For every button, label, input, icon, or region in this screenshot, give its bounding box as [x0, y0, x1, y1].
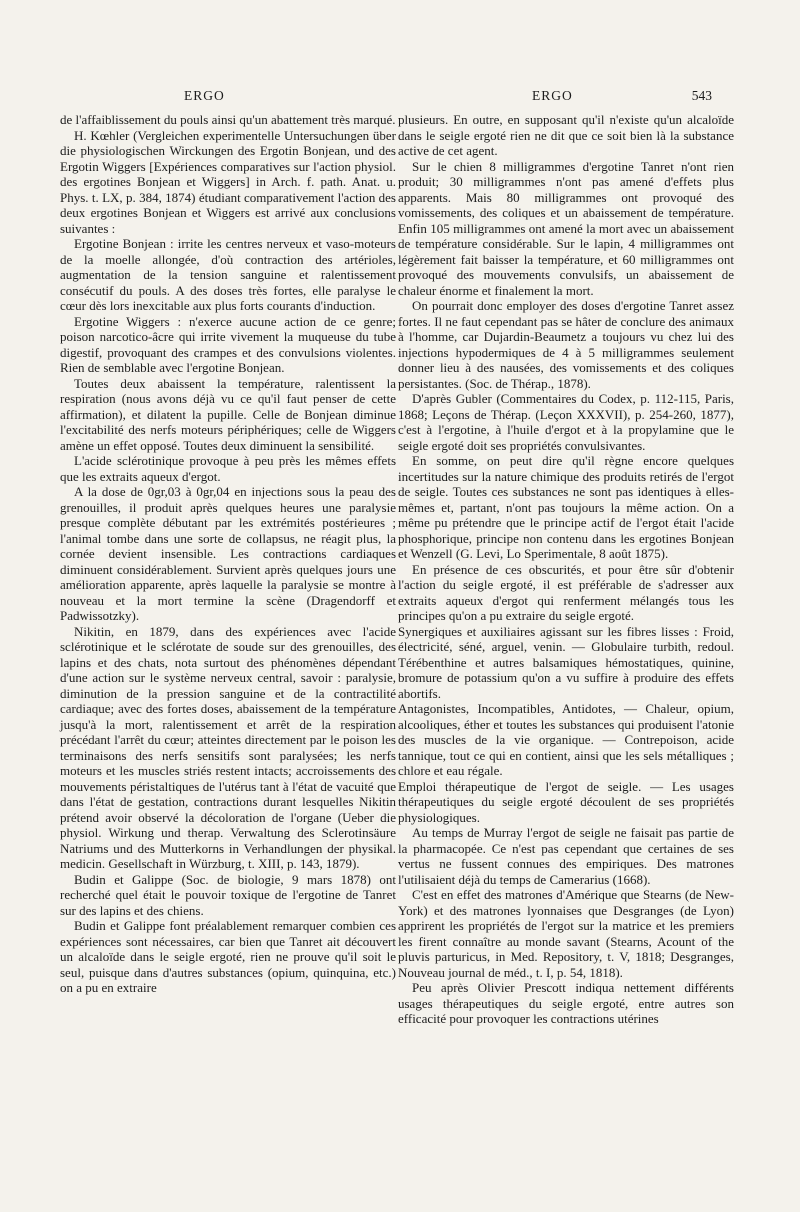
paragraph: Toutes deux abaissent la température, ralentissent la respiration (nous avons déjà vu ce qu'il faut penser de cette affirmation), et dilatent la pupille. Celle de Bonjean diminue l'excitabilité des nerfs moteurs périphériques; celle de Wiggers amène un effet opposé. Toutes deux diminuent la sensibilité. — [60, 375, 396, 453]
section-antagonistes: Antagonistes, Incompatibles, Antidotes, — Chaleur, opium, alcooliques, éther et toutes les substances qui produisent l'atonie des muscles de la vie organique. — Contrepoison, acide tannique, tout ce qui en contient, ainsi que les sels métalliques ; chlore et eau régale. — [398, 701, 734, 778]
paragraph: plusieurs. En outre, en supposant qu'il n'existe qu'un alcaloïde dans le seigle ergoté rien ne dit que ce soit bien là la substance active de cet agent. — [398, 112, 734, 158]
section-synergiques: Synergiques et auxiliaires agissant sur les fibres lisses : Froid, électricité, séné, arguel, venin. — Globulaire turbith, redoul. Térébenthine et autres balsamiques hémostatiques, quinine, bromure de potassium qu'on a vu suffire à produire des effets abortifs. — [398, 623, 734, 701]
running-header-left: ERGO — [184, 88, 225, 103]
paragraph: A la dose de 0gr,03 à 0gr,04 en injections sous la peau des grenouilles, il produit après quelques heures une paralysie presque complète débutant par les extrémités postérieures ; l'animal tombe dans une sorte de collapsus, ne réagit plus, la cornée devient insensible. Les contractions cardiaques diminuent considérablement. Survient après quelques jours une amélioration apparente, après laquelle la paralysie se montre à nouveau et la mort termine la scène (Dragendorff et Padwissotzky). — [60, 484, 396, 623]
paragraph: de l'affaiblissement du pouls ainsi qu'un abattement très marqué. — [60, 112, 396, 127]
paragraph: H. Kœhler (Vergleichen experimentelle Untersuchungen über die physiologischen Wirckungen des Ergotin Bonjean, und des Ergotin Wiggers [Expériences comparatives sur l'action physiol. des ergotines Bonjean et Wiggers] in Arch. f. path. Anat. u. Phys. t. LX, p. 384, 1874) étudiant comparativement l'action des deux ergotines Bonjean et Wiggers est arrivé aux conclusions suivantes : — [60, 127, 396, 236]
right-column — [398, 112, 734, 1027]
paragraph: C'est en effet des matrones d'Amérique que Stearns (de New-York) et des matrones lyonnaises que Desgranges (de Lyon) apprirent les propriétés de l'ergot sur la matrice et les premiers les firent connaître au monde savant (Stearns, Acount of the pluvis parturicus, in Med. Repository, t. V, 1818; Desgranges, Nouveau journal de méd., t. I, p. 54, 1818). — [398, 887, 734, 980]
paragraph: D'après Gubler (Commentaires du Codex, p. 112-115, Paris, 1868; Leçons de Thérap. (Leçon XXXVII), p. 254-260, 1877), c'est à l'ergotine, à l'huile d'ergot et à la propylamine que le seigle ergoté doit ses propriétés convulsivantes. — [398, 391, 734, 453]
section-emploi-therapeutique: Emploi thérapeutique de l'ergot de seigle. — Les usages thérapeutiques du seigle ergoté découlent de ses propriétés physiologiques. — [398, 778, 734, 825]
paragraph: Au temps de Murray l'ergot de seigle ne faisait pas partie de la pharmacopée. Ce n'est pas cependant que certaines de ses vertus ne fussent connues des empiriques. Des matrones l'utilisaient déjà du temps de Camerarius (1668). — [398, 825, 734, 887]
page-number: 543 — [691, 88, 712, 103]
paragraph: En présence de ces obscurités, et pour être sûr d'obtenir l'action du seigle ergoté, il est préférable de s'adresser aux extraits aqueux d'ergot qui renferment mélangés tous les principes qu'on a pu extraire du seigle ergoté. — [398, 561, 734, 623]
paragraph: Sur le chien 8 milligrammes d'ergotine Tanret n'ont rien produit; 30 milligrammes n'ont pas amené d'effets plus apparents. Mais 80 milligrammes ont provoqué des vomissements, des coliques et un abaissement de température. Enfin 105 milligrammes ont amené la mort avec un abaissement de température considérable. Sur le lapin, 4 milligrammes ont légèrement fait baisser la température, et 60 milligrammes ont provoqué des mouvements convulsifs, un abaissement de chaleur énorme et finalement la mort. — [398, 158, 734, 298]
paragraph: Peu après Olivier Prescott indiqua nettement différents usages thérapeutiques du seigle ergoté, entre autres son efficacité pour provoquer les contractions utérines — [398, 980, 734, 1026]
paragraph: On pourrait donc employer des doses d'ergotine Tanret assez fortes. Il ne faut cependant pas se hâter de conclure des animaux à l'homme, car Dujardin-Beaumetz a toujours vu chez lui des injections hypodermiques de 4 à 5 milligrammes seulement donner lieu à des nausées, des vomissements et des coliques persistantes. (Soc. de Thérap., 1878). — [398, 298, 734, 391]
paragraph: En somme, on peut dire qu'il règne encore quelques incertitudes sur la nature chimique des produits retirés de l'ergot de seigle. Toutes ces substances ne sont pas identiques à elles-mêmes et, partant, n'ont pas toujours la même action. On a même pu prétendre que le principe actif de l'ergot était l'acide phosphorique, principe non contenu dans les ergotines Bonjean et Wenzell (G. Levi, Lo Sperimentale, 8 août 1875). — [398, 453, 734, 561]
left-column — [60, 112, 396, 996]
paragraph: Nikitin, en 1879, dans des expériences avec l'acide sclérotinique et le sclérotate de soude sur des grenouilles, des lapins et des chats, nota surtout des phénomènes dépendant d'une action sur le système nerveux central, savoir : paralysie, diminution de la pression sanguine et de la contractilité cardiaque; avec des fortes doses, abaissement de la température jusqu'à la mort, ralentissement et arrêt de la respiration précédant l'arrêt du cœur; atteintes directement par le poison les terminaisons des nerfs sensitifs sont paralysées; les nerfs moteurs et les muscles striés restent intacts; accroissements des mouvements péristaltiques de l'utérus tant à l'état de vacuité que dans l'état de gestation, contractions durant lesquelles Nikitin prétend avoir observé la décoloration de l'organe (Ueber die physiol. Wirkung und therap. Verwaltung des Sclerotinsäure Natriums und des Mutterkorns in Verhandlungen der physikal. medicin. Gesellschaft in Würzburg, t. XIII, p. 143, 1879). — [60, 623, 396, 871]
paragraph: L'acide sclérotinique provoque à peu près les mêmes effets que les extraits aqueux d'ergot. — [60, 453, 396, 484]
running-header-right: ERGO — [532, 88, 573, 103]
paragraph: Budin et Galippe font préalablement remarquer combien ces expériences sont nécessaires, car bien que Tanret ait découvert un alcaloïde dans le seigle ergoté, rien ne prouve qu'il soit le seul, puisque dans d'autres substances (opium, quinquina, etc.) on a pu en extraire — [60, 918, 396, 995]
paragraph: Ergotine Bonjean : irrite les centres nerveux et vaso-moteurs de la moelle allongée, d'où contraction des artérioles, augmentation de la tension sanguine et ralentissement consécutif du pouls. A des doses très fortes, elle paralyse le cœur dès lors inexcitable aux plus forts courants d'induction. — [60, 236, 396, 313]
paragraph: Budin et Galippe (Soc. de biologie, 9 mars 1878) ont recherché quel était le pouvoir toxique de l'ergotine de Tanret sur des lapins et des chiens. — [60, 871, 396, 918]
paragraph: Ergotine Wiggers : n'exerce aucune action de ce genre; poison narcotico-âcre qui irrite vivement la muqueuse du tube digestif, provoquant des crampes et des convulsions violentes. Rien de semblable avec l'ergotine Bonjean. — [60, 313, 396, 375]
